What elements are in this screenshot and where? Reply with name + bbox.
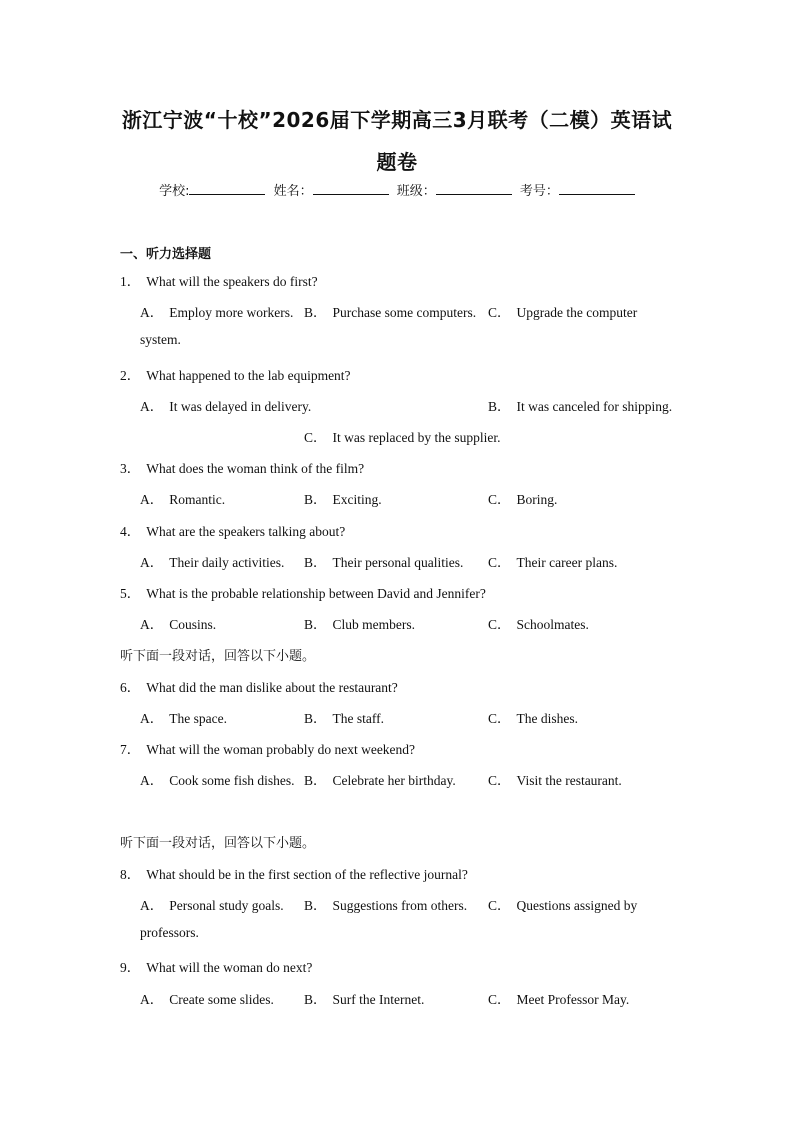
question-number: 2． [120,368,141,383]
option-letter: C． [488,492,511,507]
option-8b[interactable] [304,894,467,914]
option-7c[interactable] [488,769,622,789]
option-letter: A． [140,898,164,913]
question-number: 4． [120,524,141,539]
question-7 [120,738,415,758]
option-8c-wrap: professors. [140,925,199,940]
student-info-line [0,180,794,199]
question-text: What did the man dislike about the restaurant? [146,680,398,695]
option-7b[interactable] [304,769,456,789]
option-text: Their daily activities. [169,555,285,570]
option-text: Their career plans. [516,555,618,570]
exam-number-label: 考号： [519,184,559,199]
school-label: 学校: [159,184,190,199]
school-blank[interactable] [189,182,265,195]
section-title: 一、听力选择题 [120,247,212,262]
name-label: 姓名： [273,184,313,199]
question-number: 8． [120,867,141,882]
class-blank[interactable] [436,182,512,195]
exam-number-field[interactable] [520,180,635,199]
option-text: Visit the restaurant. [516,773,622,788]
option-2a[interactable] [140,395,311,415]
option-letter: A． [140,711,164,726]
option-letter: C． [488,773,511,788]
option-6b[interactable] [304,707,384,727]
option-text: Purchase some computers. [332,305,477,320]
option-letter: C． [488,711,511,726]
option-letter: B． [304,711,327,726]
option-text: Meet Professor May. [516,992,630,1007]
option-letter: C． [304,430,327,445]
option-text: It was delayed in delivery. [169,399,312,414]
question-number: 3． [120,461,141,476]
option-letter: A． [140,617,164,632]
option-text: Surf the Internet. [332,992,425,1007]
option-6c[interactable] [488,707,578,727]
option-letter: C． [488,992,511,1007]
option-letter: A． [140,305,164,320]
school-field[interactable] [159,180,265,199]
option-letter: C． [488,555,511,570]
option-letter: B． [304,773,327,788]
option-3c[interactable] [488,488,557,508]
dialog-instruction-1: 听下面一段对话，回答以下小题。 [120,649,316,664]
option-letter: B． [304,992,327,1007]
option-text: Cousins. [169,617,217,632]
question-number: 5． [120,586,141,601]
question-text: What will the speakers do first? [146,274,318,289]
question-number: 7． [120,742,141,757]
question-3 [120,457,364,477]
question-text: What does the woman think of the film? [146,461,365,476]
exam-number-blank[interactable] [559,182,635,195]
question-text: What will the woman probably do next weekend? [146,742,416,757]
option-letter: B． [304,492,327,507]
question-number: 1． [120,274,141,289]
option-letter: A． [140,492,164,507]
option-text: The staff. [332,711,384,726]
option-9a[interactable] [140,988,274,1008]
option-3b[interactable] [304,488,382,508]
question-9 [120,956,312,976]
option-8a[interactable] [140,894,284,914]
option-text: Romantic. [169,492,226,507]
option-text: Personal study goals. [169,898,284,913]
question-5 [120,582,486,602]
option-text: Questions assigned by [516,898,638,913]
option-text: It was replaced by the supplier. [332,430,501,445]
option-text: Employ more workers. [169,305,294,320]
option-text: The space. [169,711,227,726]
option-text: Suggestions from others. [332,898,468,913]
option-letter: B． [304,898,327,913]
option-letter: A． [140,773,164,788]
name-blank[interactable] [313,182,389,195]
option-7a[interactable] [140,769,295,789]
option-letter: B． [304,555,327,570]
question-text: What are the speakers talking about? [146,524,346,539]
option-4c[interactable] [488,551,617,571]
option-2c[interactable] [304,426,500,446]
option-6a[interactable] [140,707,227,727]
option-1c[interactable] [488,301,637,321]
option-text: Upgrade the computer [516,305,638,320]
option-text: Cook some fish dishes. [169,773,295,788]
option-letter: B． [304,305,327,320]
option-5b[interactable] [304,613,415,633]
option-letter: A． [140,399,164,414]
option-letter: A． [140,992,164,1007]
option-text: Their personal qualities. [332,555,464,570]
option-8c[interactable] [488,894,637,914]
option-2b[interactable] [488,395,672,415]
option-letter: C． [488,898,511,913]
question-number: 9． [120,960,141,975]
option-1c-wrap: system. [140,332,181,347]
option-text: Club members. [332,617,416,632]
question-1 [120,270,318,290]
option-9b[interactable] [304,988,424,1008]
option-5a[interactable] [140,613,216,633]
option-text: Schoolmates. [516,617,589,632]
option-4a[interactable] [140,551,284,571]
option-letter: B． [304,617,327,632]
dialog-instruction-2: 听下面一段对话，回答以下小题。 [120,836,316,851]
option-text: The dishes. [516,711,579,726]
option-letter: C． [488,305,511,320]
option-1b[interactable] [304,301,476,321]
option-letter: C． [488,617,511,632]
question-8 [120,863,468,883]
question-6 [120,676,398,696]
option-text: Create some slides. [169,992,274,1007]
question-text: What is the probable relationship between David and Jennifer? [146,586,486,601]
question-text: What will the woman do next? [146,960,313,975]
option-text: It was canceled for shipping. [516,399,673,414]
option-letter: A． [140,555,164,570]
option-9c[interactable] [488,988,629,1008]
class-label: 班级： [396,184,436,199]
option-letter: B． [488,399,511,414]
option-text: Exciting. [332,492,382,507]
option-4b[interactable] [304,551,463,571]
option-text: Celebrate her birthday. [332,773,456,788]
question-number: 6． [120,680,141,695]
question-2 [120,364,351,384]
exam-title-line-1: 浙江宁波“十校”2026届下学期高三3月联考（二模）英语试 [121,108,673,132]
question-text: What happened to the lab equipment? [146,368,351,383]
option-text: Boring. [516,492,558,507]
name-field[interactable] [274,180,389,199]
option-5c[interactable] [488,613,589,633]
class-field[interactable] [397,180,512,199]
exam-title-line-2: 题卷 [376,150,418,174]
question-text: What should be in the first section of the reflective journal? [146,867,468,882]
option-3a[interactable] [140,488,225,508]
option-1a[interactable] [140,301,293,321]
question-4 [120,520,345,540]
